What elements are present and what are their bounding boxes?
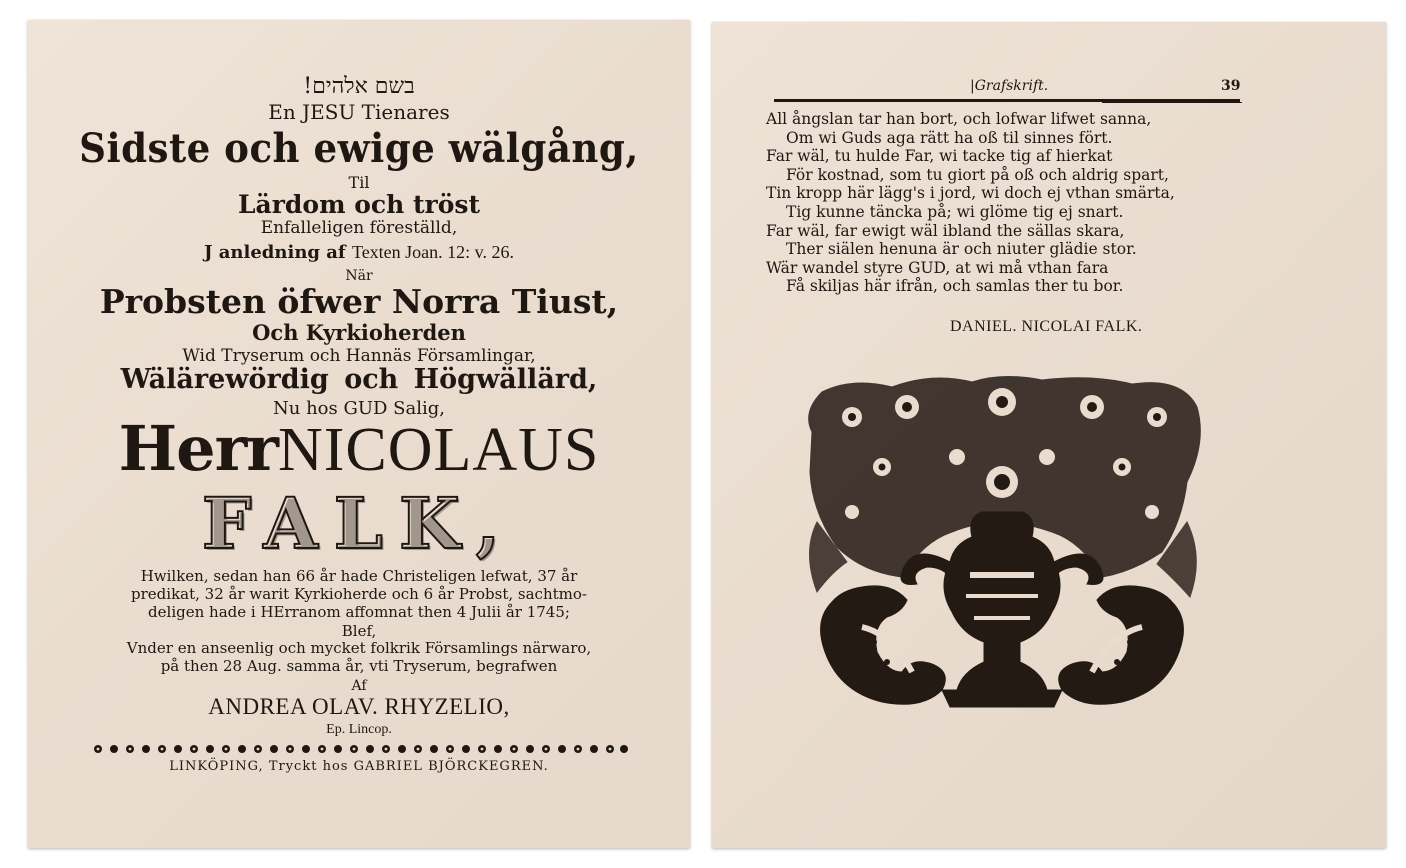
body-line-pa: på then 28 Aug. samma år, vti Tryserum, begrafwen [160,657,558,675]
hebrew-invocation: !בשם אלהים [303,74,415,99]
poem-line: För kostnad, som tu giort på oß och aldrig spart, [786,165,1169,184]
fleuron-border [90,742,630,756]
poem-line: Om wi Guds aga rätt ha oß til sinnes fört. [786,128,1113,147]
main-title: Sidste och ewige wälgång, [79,125,639,172]
poem-line: Ther siälen henuna är och niuter glädie stor. [786,240,1137,259]
header-rule-thin [1102,102,1242,103]
poem [766,110,1246,296]
poem-line: Få skiljas här ifrån, och samlas ther tu bor. [786,277,1124,296]
title-line-lardom: Lärdom och tröst [237,190,481,219]
running-header: |Grafskrift. [970,78,1049,94]
title-line-walarewordig: Wälärewördig och Högwällärd, [120,364,598,395]
title-line-tienares: En JESU Tienares [268,100,450,124]
poem-line: Wär wandel styre GUD, at wi må vthan fara [766,258,1109,277]
body-line-2: predikat, 32 år warit Kyrkioherde och 6 år Probst, sachtmo- [131,585,587,603]
body-line-3: deligen hade i HErranom affomnat then 4 Julii år 1745; [148,603,570,621]
title-line-enfall: Enfalleligen föreställd, [260,218,458,238]
title-line-wid: Wid Tryserum och Hannäs Församlingar, [182,346,536,366]
poem-line: Far wäl, far ewigt wäl ibland the sällas skara, [766,221,1125,240]
poem-line: Tig kunne täncka på; wi glöme tig ej snart. [786,202,1124,221]
title-line-probsten: Probsten öfwer Norra Tiust, [99,282,619,321]
name-falk: FALK, [201,482,517,565]
signature-line: DANIEL. NICOLAI FALK. [950,318,1143,335]
author-name: ANDREA OLAV. RHYZELIO, [208,694,510,719]
poem-line: Far wäl, tu hulde Far, wi tacke tig af hierkat [766,147,1113,166]
page-number: 39 [1221,78,1241,94]
title-line-nu: Nu hos GUD Salig, [273,398,445,419]
body-line-blef: Blef, [341,622,377,640]
title-line-nar: När [345,268,373,284]
title-page [28,20,690,848]
title-line-til: Til [348,173,370,192]
anledning-part-a: J anledning af [203,242,346,263]
epitaph-page [712,22,1386,848]
body-line-1: Hwilken, sedan han 66 år hade Christeligen lefwat, 37 år [140,567,578,585]
title-line-kyrkioherden: Och Kyrkioherden [252,320,466,345]
name-line-herr-nicolaus [28,412,690,486]
poem-line: Tin kropp här lägg's i jord, wi doch ej vthan smärta, [766,184,1175,203]
poem-line: All ångslan tar han bort, och lofwar lifwet sanna, [766,110,1152,128]
nicolaus-word: NICOLAUS [277,416,600,484]
body-line-af: Af [351,678,367,694]
body-line-vnder: Vnder en anseenlig och mycket folkrik Församlings närwaro, [126,639,592,657]
herr-word: Herr [118,412,278,485]
woodcut-vase-illustration [792,372,1212,722]
imprint-line: LINKÖPING, Tryckt hos GABRIEL BJÖRCKEGREN. [169,759,549,774]
title-line-anledning [28,242,690,263]
anledning-part-b: Texten Joan. 12: v. 26. [351,242,514,262]
author-title: Ep. Lincop. [326,722,392,737]
